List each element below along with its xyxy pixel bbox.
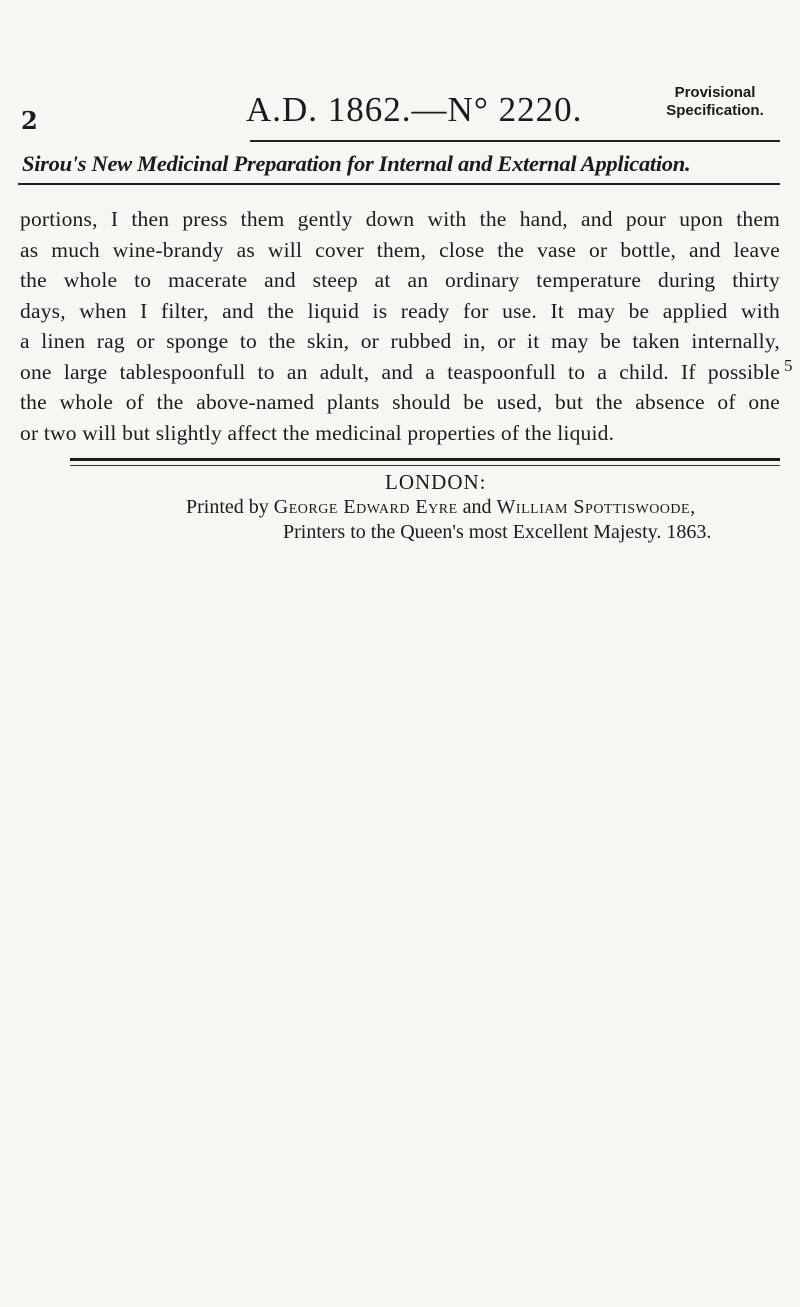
and-word: and — [457, 496, 497, 518]
colophon-printer-line — [186, 496, 695, 519]
title-underline-rule — [18, 183, 780, 185]
patent-header-title: A.D. 1862.—N° 2220. — [246, 90, 583, 129]
status-line-provisional: Provisional — [674, 84, 756, 101]
printer-name-spottiswoode: William Spottiswoode — [496, 496, 691, 518]
colophon-printers-role: Printers to the Queen's most Excellent Majesty. 1863. — [283, 521, 712, 543]
body-line: one large tablespoonfull to an adult, and a teaspoonfull to a child. If possible — [20, 359, 780, 384]
body-line: as much wine-brandy as will cover them, close the vase or bottle, and leave — [20, 237, 780, 262]
body-line: days, when I filter, and the liquid is ready for use. It may be applied with — [20, 298, 780, 323]
body-line: or two will but slightly affect the medicinal properties of the liquid. — [20, 420, 615, 445]
page-number: 2 — [21, 106, 38, 135]
body-line: the whole of the above-named plants should be used, but the absence of one — [20, 390, 780, 414]
colophon-thin-rule — [70, 465, 780, 466]
printer-name-eyre: George Edward Eyre — [273, 496, 458, 518]
body-line: the whole to macerate and steep at an ordinary temperature during thirty — [20, 268, 780, 292]
body-paragraph — [20, 204, 780, 448]
margin-line-number: 5 — [784, 356, 793, 375]
colophon-city: LONDON: — [385, 470, 487, 494]
body-line: a linen rag or sponge to the skin, or rubbed in, or it may be taken internally, — [20, 329, 780, 353]
specification-status — [652, 84, 778, 120]
status-line-specification: Specification. — [666, 102, 764, 119]
printed-by-prefix: Printed by — [186, 496, 274, 518]
body-line: portions, I then press them gently down with the hand, and pour upon them — [20, 207, 780, 231]
colophon-thick-rule — [70, 458, 780, 461]
printer-comma: , — [690, 496, 696, 518]
running-title: Sirou's New Medicinal Preparation for Internal and External Application. — [22, 151, 691, 176]
header-rule — [250, 140, 780, 142]
